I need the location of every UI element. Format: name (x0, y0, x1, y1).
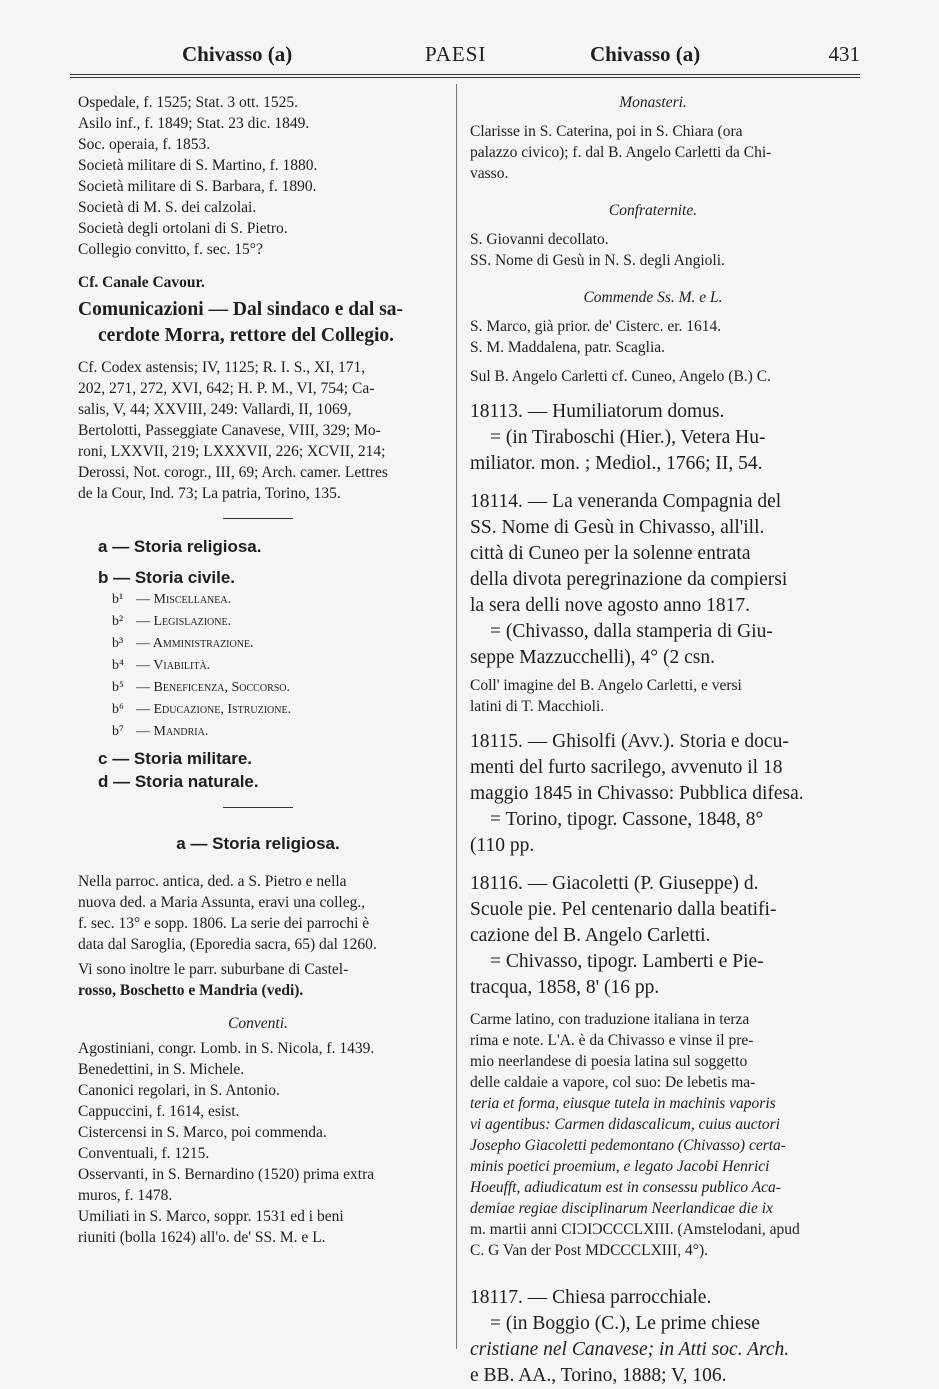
section-heading (78, 535, 438, 558)
section-label: a (98, 537, 108, 556)
running-header (70, 42, 860, 74)
entry-line: tracqua, 1858, 8' (16 pp. (470, 977, 660, 998)
entry-line: maggio 1845 in Chivasso: Pubblica difesa. (470, 783, 804, 804)
reference-line: salis, V, 44; XXVIII, 249: Vallardi, II, 1069, (78, 401, 352, 418)
subsection (78, 611, 438, 633)
paragraph-line: rosso, Boschetto e Mandria (vedi). (78, 982, 304, 999)
entry-line: miliator. mon. ; Mediol., 1766; II, 54. (470, 453, 763, 474)
entry-line: = Chivasso, tipogr. Lamberti e Pie- (490, 951, 764, 972)
sections-outline (78, 535, 438, 793)
institution-line: Società di M. S. dei calzolai. (78, 199, 257, 216)
subsection-title: — Legislazione. (136, 614, 232, 629)
commende-list (470, 316, 836, 358)
reference-line: Bertolotti, Passeggiate Canavese, VIII, 329; Mo- (78, 422, 381, 439)
confraternita-line: SS. Nome di Gesù in N. S. degli Angioli. (470, 252, 725, 269)
references-block (78, 357, 438, 504)
entry-line: (110 pp. (470, 835, 535, 856)
institution-line: Asilo inf., f. 1849; Stat. 23 dic. 1849. (78, 115, 310, 132)
convento-line: Umiliati in S. Marco, soppr. 1531 ed i beni (78, 1208, 344, 1225)
convento-line: Osservanti, in S. Bernardino (1520) prima extra (78, 1166, 375, 1183)
entry-line: 18115. — Ghisolfi (Avv.). Storia e docu- (470, 731, 789, 752)
header-left-title: Chivasso (a) (182, 42, 293, 66)
entry-note-line: vi agentibus: Carmen didascalicum, cuius auctori (470, 1116, 780, 1133)
confraternite-list (470, 229, 836, 271)
parrocchie-paragraph (78, 871, 438, 955)
convento-line: Canonici regolari, in S. Antonio. (78, 1082, 280, 1099)
monastero-line: Clarisse in S. Caterina, poi in S. Chiara (ora (470, 123, 743, 140)
subsection (78, 677, 438, 699)
subsection-title: — Viabilità. (136, 658, 211, 673)
commenda-line: S. Marco, già prior. de' Cisterc. er. 1614. (470, 318, 722, 335)
subsection-title: — Beneficenza, Soccorso. (136, 680, 291, 695)
entry-line: SS. Nome di Gesù in Chivasso, all'ill. (470, 517, 765, 538)
institution-line: Società militare di S. Martino, f. 1880. (78, 157, 318, 174)
comunicazioni-line: cerdote Morra, rettore del Collegio. (98, 325, 394, 346)
entry-line: 18113. — Humiliatorum domus. (470, 401, 725, 422)
cf-canale-cavour: Cf. Canale Cavour. (78, 274, 205, 291)
reference-line: roni, LXXVII, 219; LXXXVII, 226; XCVII, 214; (78, 443, 386, 460)
section-divider (223, 518, 293, 519)
subsection (78, 655, 438, 677)
entry-line: cazione del B. Angelo Carletti. (470, 925, 711, 946)
left-column (78, 92, 438, 1248)
subsection-title: — Educazione, Istruzione. (136, 702, 292, 717)
reference-line: de la Cour, Ind. 73; La patria, Torino, 135. (78, 485, 341, 502)
confraternite-heading: Confraternite. (608, 202, 698, 219)
monasteri-list (470, 121, 836, 184)
entry-note-line: teria et forma, eiusque tutela in machinis vaporis (470, 1095, 776, 1112)
entry-note-line: Hoeufft, adiudicatum est in consessu publico Aca- (470, 1179, 781, 1196)
entry-line: 18116. — Giacoletti (P. Giuseppe) d. (470, 873, 759, 894)
entry-note (470, 1009, 836, 1261)
entry-line: 18114. — La veneranda Compagnia del (470, 491, 782, 512)
entry-line: menti del furto sacrilego, avvenuto il 18 (470, 757, 783, 778)
paragraph-line: Nella parroc. antica, ded. a S. Pietro e nella (78, 873, 347, 890)
entry-line: cristiane nel Canavese; in Atti soc. Arch. (470, 1339, 790, 1360)
convento-line: Agostiniani, congr. Lomb. in S. Nicola, f. 1439. (78, 1040, 375, 1057)
subsection-label: b¹ (112, 592, 124, 607)
entry-18115 (470, 729, 836, 859)
convento-line: Cappuccini, f. 1614, esist. (78, 1103, 240, 1120)
column-divider (456, 84, 457, 1349)
convento-line: muros, f. 1478. (78, 1187, 173, 1204)
convento-line: riuniti (bolla 1624) all'o. de' SS. M. e L. (78, 1229, 326, 1246)
subsection-label: b⁵ (112, 680, 124, 695)
entry-18114 (470, 489, 836, 717)
subsection (78, 721, 438, 743)
section-title: — Storia religiosa. (112, 537, 262, 556)
subsection (78, 633, 438, 655)
entry-line: città di Cuneo per la solenne entrata (470, 543, 751, 564)
institution-line: Società militare di S. Barbara, f. 1890. (78, 178, 317, 195)
reference-line: Cf. Codex astensis; IV, 1125; R. I. S., XI, 171, (78, 359, 366, 376)
entry-line: = (in Boggio (C.), Le prime chiese (490, 1313, 760, 1334)
entry-note-line: demiae regiae disciplinarum Neerlandicae die ix (470, 1200, 773, 1217)
entry-note-line: minis poetici proemium, e legato Jacobi Henrici (470, 1158, 770, 1175)
institution-line: Soc. operaia, f. 1853. (78, 136, 211, 153)
subsection-title: — Miscellanea. (136, 592, 232, 607)
entry-note-line: Coll' imagine del B. Angelo Carletti, e versi (470, 677, 742, 694)
institution-line: Società degli ortolani di S. Pietro. (78, 220, 288, 237)
entry-note-line: delle caldaie a vapore, col suo: De lebetis ma- (470, 1074, 756, 1091)
subsection-label: b⁴ (112, 658, 124, 673)
convento-line: Benedettini, in S. Michele. (78, 1061, 245, 1078)
paragraph-line: Vi sono inoltre le parr. suburbane di Castel- (78, 961, 349, 978)
entry-line: 18117. — Chiesa parrocchiale. (470, 1287, 712, 1308)
section-label: b (98, 568, 109, 587)
header-rule (70, 74, 860, 75)
entry-line: seppe Mazzucchelli), 4° (2 csn. (470, 647, 715, 668)
reference-line: Derossi, Not. corogr., III, 69; Arch. camer. Lettres (78, 464, 388, 481)
institution-line: Ospedale, f. 1525; Stat. 3 ott. 1525. (78, 94, 298, 111)
entry-line: della divota peregrinazione da compiersi (470, 569, 788, 590)
section-heading (78, 747, 438, 770)
entry-note-line: mio neerlandese di poesia latina sul soggetto (470, 1053, 748, 1070)
entry-note-line: latini di T. Macchioli. (470, 698, 605, 715)
subsection-title: — Amministrazione. (136, 636, 254, 651)
subsection (78, 699, 438, 721)
section-title: — Storia militare. (112, 749, 253, 768)
entry-18116 (470, 871, 836, 1261)
subsection-label: b³ (112, 636, 124, 651)
right-column (470, 92, 836, 1389)
section-heading (78, 770, 438, 793)
header-right-title: Chivasso (a) (590, 42, 701, 66)
comunicazioni-line: Comunicazioni — Dal sindaco e dal sa- (78, 299, 404, 320)
commenda-line: S. M. Maddalena, patr. Scaglia. (470, 339, 665, 356)
confraternita-line: S. Giovanni decollato. (470, 231, 609, 248)
subsection (78, 589, 438, 611)
header-rule-double (70, 77, 860, 78)
conventi-list (78, 1038, 438, 1248)
storia-religiosa-heading: a — Storia religiosa. (176, 834, 340, 853)
suburbane-paragraph (78, 959, 438, 1001)
entry-note-line: Carme latino, con traduzione italiana in terza (470, 1011, 750, 1028)
section-heading (78, 566, 438, 589)
section-title: — Storia naturale. (113, 772, 259, 791)
entry-line: e BB. AA., Torino, 1888; V, 106. (470, 1365, 727, 1386)
subsection-label: b⁶ (112, 702, 124, 717)
entry-note-line: m. martii anni CIƆIƆCCCLXIII. (Amstelodani, apud (470, 1221, 800, 1238)
conventi-heading: Conventi. (228, 1015, 288, 1032)
entry-line: = (Chivasso, dalla stamperia di Giu- (490, 621, 773, 642)
convento-line: Cistercensi in S. Marco, poi commenda. (78, 1124, 327, 1141)
entry-note-line: rima e note. L'A. è da Chivasso e vinse il pre- (470, 1032, 754, 1049)
paragraph-line: f. sec. 13° e sopp. 1806. La serie dei parrochi è (78, 915, 370, 932)
entry-18113 (470, 399, 836, 477)
institution-line: Collegio convitto, f. sec. 15°? (78, 241, 263, 258)
entry-line: Scuole pie. Pel centenario dalla beatifi- (470, 899, 777, 920)
carletti-reference: Sul B. Angelo Carletti cf. Cuneo, Angelo (B.) C. (470, 368, 771, 385)
paragraph-line: data dal Saroglia, (Eporedia sacra, 65) dal 1260. (78, 936, 377, 953)
page-number: 431 (828, 42, 860, 66)
section-label: d (98, 772, 109, 791)
header-center-title: PAESI (425, 42, 487, 66)
section-label: c (98, 749, 108, 768)
monastero-line: palazzo civico); f. dal B. Angelo Carletti da Chi- (470, 144, 772, 161)
subsection-label: b² (112, 614, 124, 629)
entry-note-line: C. G Van der Post MDCCCLXIII, 4°). (470, 1242, 708, 1259)
monasteri-heading: Monasteri. (619, 94, 687, 111)
convento-line: Conventuali, f. 1215. (78, 1145, 210, 1162)
section-divider (223, 807, 293, 808)
monastero-line: vasso. (470, 165, 509, 182)
entry-line: = (in Tiraboschi (Hier.), Vetera Hu- (490, 427, 766, 448)
commende-heading: Commende Ss. M. e L. (583, 289, 723, 306)
paragraph-line: nuova ded. a Maria Assunta, eravi una colleg., (78, 894, 366, 911)
subsection-title: — Mandria. (136, 724, 209, 739)
entry-note-line: Josepho Giacoletti pedemontano (Chivasso) certa- (470, 1137, 786, 1154)
entry-18117 (470, 1285, 836, 1389)
reference-line: 202, 271, 272, XVI, 642; H. P. M., VI, 754; Ca- (78, 380, 375, 397)
entry-line: la sera delli nove agosto anno 1817. (470, 595, 750, 616)
subsection-label: b⁷ (112, 724, 124, 739)
section-title: — Storia civile. (113, 568, 236, 587)
entry-line: = Torino, tipogr. Cassone, 1848, 8° (490, 809, 764, 830)
